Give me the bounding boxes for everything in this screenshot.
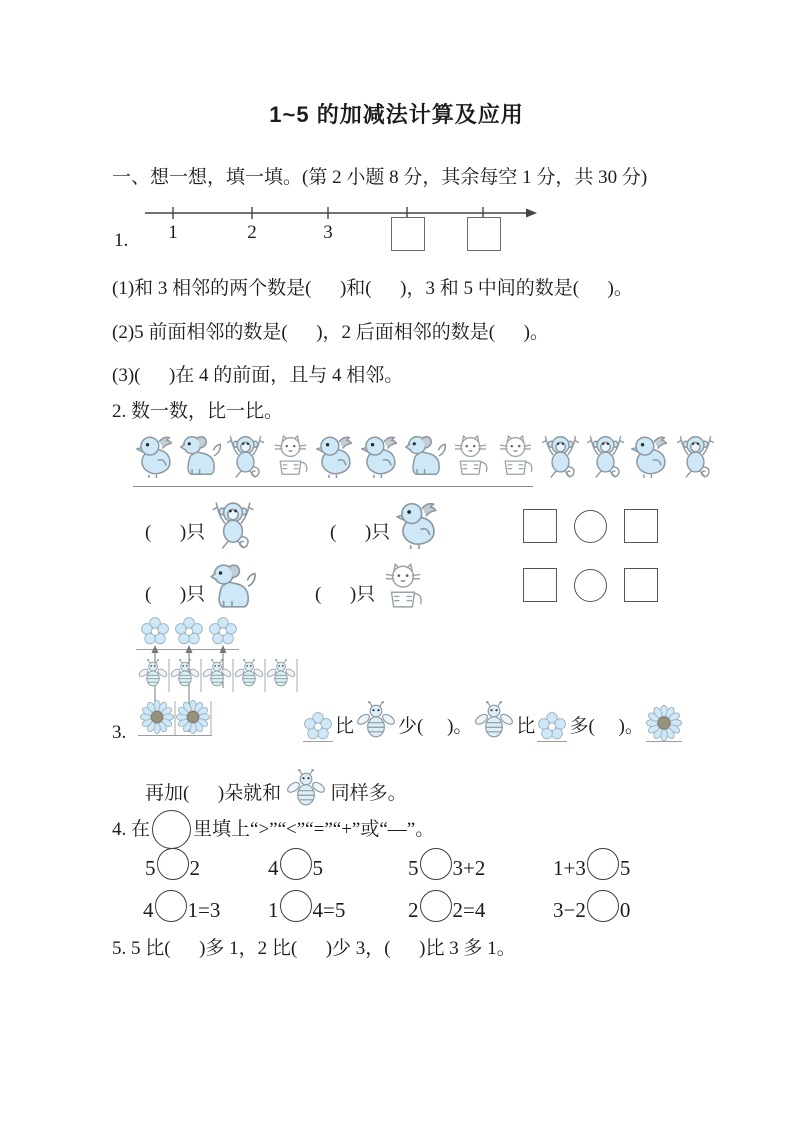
eq-right: 3+2 xyxy=(452,856,486,880)
compare-word: 比 xyxy=(516,716,536,737)
count-group-monkey xyxy=(145,498,255,550)
sunflower-icon xyxy=(176,700,210,734)
eq-left: 1+3 xyxy=(553,856,586,880)
cat-icon xyxy=(448,427,493,484)
answer-square[interactable] xyxy=(523,568,557,602)
sentence-icon-slot xyxy=(646,705,682,742)
bird-icon xyxy=(358,427,403,484)
q4-post-text: 里填上“>”“<”“=”“+”或“—”。 xyxy=(193,818,435,840)
sentence-icon-slot xyxy=(537,711,567,742)
diagram-bees-row xyxy=(138,658,296,690)
question-3-number: 3. xyxy=(112,722,127,743)
eq-right: 0 xyxy=(619,898,631,922)
question-4-heading xyxy=(112,810,434,849)
sentence-icon-slot xyxy=(303,711,333,742)
bee-icon xyxy=(202,658,232,690)
q1-part-3: (3)( )在 4 的前面，且与 4 相邻。 xyxy=(112,365,404,386)
bird-icon xyxy=(313,427,358,484)
bird-icon xyxy=(133,427,178,484)
animals-underline xyxy=(133,486,533,487)
question-5: 5. 5 比( )多 1，2 比( )少 3，( )比 3 多 1。 xyxy=(112,938,516,959)
sentence-icon-slot xyxy=(474,700,514,742)
compare-word: 比 xyxy=(335,716,355,737)
flower-icon xyxy=(303,711,333,741)
monkey-icon xyxy=(538,427,583,484)
eq-left: 2 xyxy=(408,898,419,922)
q4-pre-text: 4. 在 xyxy=(112,818,151,840)
section-heading: 一、想一想，填一填。(第 2 小题 8 分，其余每空 1 分，共 30 分) xyxy=(112,167,648,188)
bee-icon xyxy=(234,658,264,690)
eq-right: 2 xyxy=(189,856,200,880)
bee-icon xyxy=(266,658,296,690)
number-line-answer-box-4[interactable] xyxy=(391,217,425,251)
eq-right: 5 xyxy=(312,856,323,880)
bee-icon xyxy=(474,700,514,742)
page-title: 1~5 的加减法计算及应用 xyxy=(269,102,524,127)
count-blank[interactable]: ( )只 xyxy=(145,584,206,605)
answer-circle[interactable] xyxy=(574,569,607,602)
count-blank[interactable]: ( )只 xyxy=(145,522,206,543)
count-group-cat xyxy=(315,560,425,612)
sunflower-icon xyxy=(646,705,682,741)
bird-icon xyxy=(628,427,673,484)
flower-icon xyxy=(537,711,567,741)
equation xyxy=(553,848,630,880)
eq-right: 5 xyxy=(619,856,631,880)
dog-icon xyxy=(208,560,258,612)
animals-row xyxy=(133,427,718,484)
dog-icon xyxy=(403,427,448,484)
eq-left: 5 xyxy=(408,856,419,880)
count-icon-slot xyxy=(390,498,440,550)
sunflower-icon xyxy=(140,700,174,734)
answer-circle[interactable] xyxy=(420,890,452,922)
monkey-icon xyxy=(223,427,268,484)
again-blank[interactable]: 再加( )朵就和 xyxy=(145,783,286,804)
equation xyxy=(408,848,485,880)
q1-part-1: (1)和 3 相邻的两个数是( )和( )，3 和 5 中间的数是( )。 xyxy=(112,278,633,299)
eq-left: 3−2 xyxy=(553,898,586,922)
monkey-icon xyxy=(583,427,628,484)
bee-icon xyxy=(356,700,396,742)
count-icon-slot xyxy=(205,560,255,612)
monkey-icon xyxy=(673,427,718,484)
sentence-icon-slot xyxy=(356,700,396,742)
equation xyxy=(143,890,220,922)
less-blank[interactable]: 少( )。 xyxy=(398,716,473,737)
eq-left: 5 xyxy=(145,856,156,880)
equation xyxy=(268,890,345,922)
answer-circle[interactable] xyxy=(280,848,312,880)
diagram-flowers-row xyxy=(140,616,238,646)
bird-icon xyxy=(393,498,443,550)
eq-left: 4 xyxy=(143,898,154,922)
bee-icon xyxy=(138,658,168,690)
tick-label-3: 3 xyxy=(323,222,333,243)
question-3-line-2 xyxy=(145,768,407,810)
bee-icon xyxy=(170,658,200,690)
flower-icon xyxy=(208,616,238,646)
example-circle xyxy=(152,810,191,849)
dog-icon xyxy=(178,427,223,484)
count-group-dog xyxy=(145,560,255,612)
answer-circle[interactable] xyxy=(587,890,619,922)
eq-right: 2=4 xyxy=(452,898,486,922)
flower-icon xyxy=(140,616,170,646)
eq-left: 1 xyxy=(268,898,279,922)
question-1-number: 1. xyxy=(114,230,129,251)
count-icon-slot xyxy=(375,560,425,612)
answer-circle[interactable] xyxy=(574,510,607,543)
equation xyxy=(145,848,200,880)
eq-right: 1=3 xyxy=(187,898,221,922)
sentence-icon-slot xyxy=(286,768,326,810)
equation xyxy=(553,890,630,922)
answer-circle[interactable] xyxy=(155,890,187,922)
flower-icon xyxy=(174,616,204,646)
question-2-heading: 2. 数一数，比一比。 xyxy=(112,401,284,422)
cat-icon xyxy=(378,560,428,612)
number-line-answer-box-5[interactable] xyxy=(467,217,501,251)
count-blank[interactable]: ( )只 xyxy=(330,522,391,543)
diagram-sunflowers-row xyxy=(140,700,210,734)
answer-square[interactable] xyxy=(624,509,658,543)
eq-left: 4 xyxy=(268,856,279,880)
q1-part-2: (2)5 前面相邻的数是( )，2 后面相邻的数是( )。 xyxy=(112,322,549,343)
question-1-number-line xyxy=(112,204,562,266)
same-amount-text: 同样多。 xyxy=(325,783,407,804)
answer-square[interactable] xyxy=(624,568,658,602)
tick-label-2: 2 xyxy=(247,222,257,243)
count-icon-slot xyxy=(205,498,255,550)
count-blank[interactable]: ( )只 xyxy=(315,584,376,605)
bee-icon xyxy=(286,768,326,810)
count-group-bird xyxy=(330,498,440,550)
more-blank[interactable]: 多( )。 xyxy=(569,716,644,737)
compare-shapes-row-2 xyxy=(523,568,658,602)
answer-square[interactable] xyxy=(523,509,557,543)
equation xyxy=(408,890,485,922)
equation xyxy=(268,848,323,880)
tick-label-1: 1 xyxy=(168,222,178,243)
answer-circle[interactable] xyxy=(587,848,619,880)
monkey-icon xyxy=(208,498,258,550)
answer-circle[interactable] xyxy=(420,848,452,880)
eq-right: 4=5 xyxy=(312,898,346,922)
answer-circle[interactable] xyxy=(280,890,312,922)
answer-circle[interactable] xyxy=(157,848,189,880)
question-3-sentence xyxy=(303,700,682,742)
cat-icon xyxy=(493,427,538,484)
cat-icon xyxy=(268,427,313,484)
compare-shapes-row-1 xyxy=(523,509,658,543)
